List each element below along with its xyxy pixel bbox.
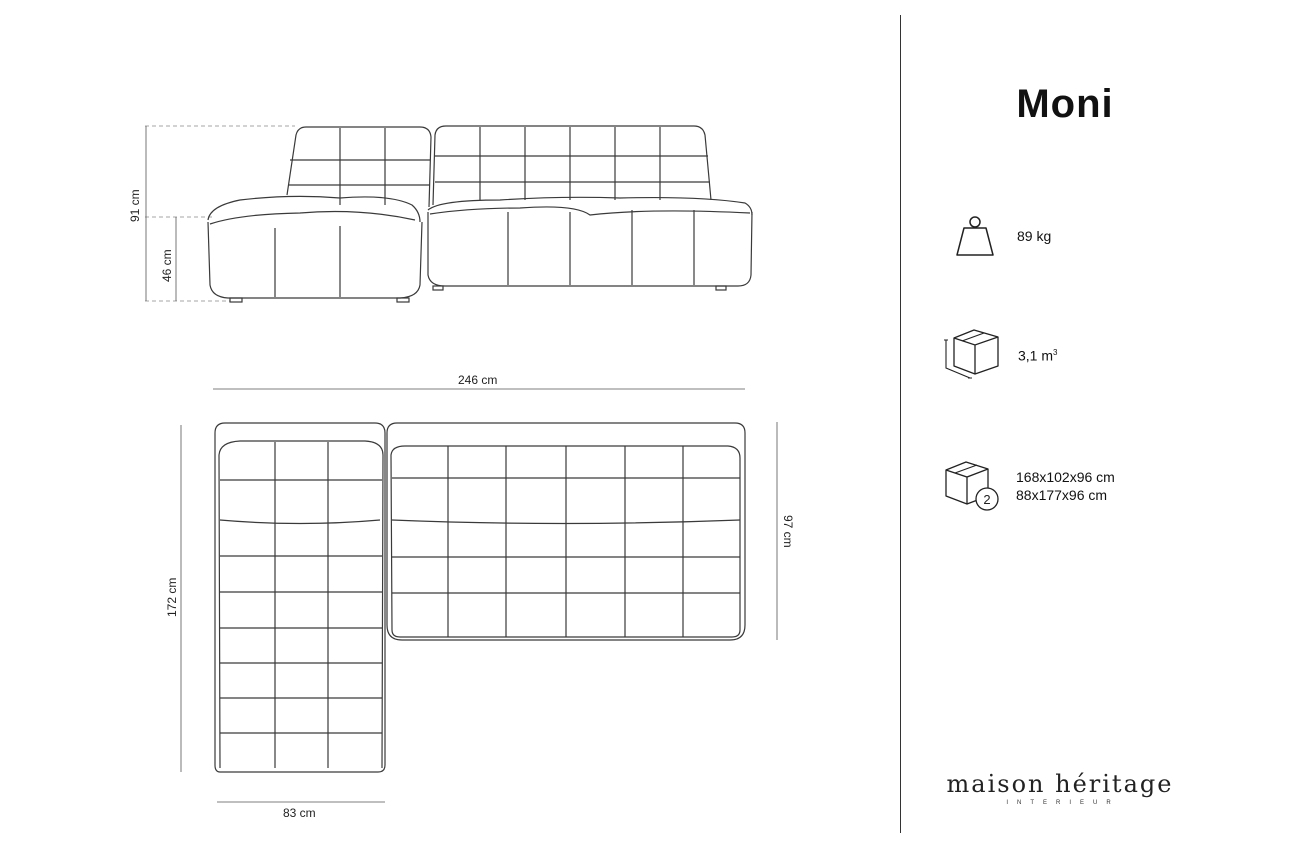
weight-icon	[952, 212, 998, 260]
package-line-1: 168x102x96 cm	[1016, 469, 1115, 485]
product-title: Moni	[1016, 82, 1114, 126]
brand-name: maison héritage	[946, 770, 1174, 798]
total-width-label: 246 cm	[458, 373, 498, 387]
brand-logo	[940, 770, 1180, 806]
chaise-width-label: 83 cm	[283, 806, 316, 820]
volume-value: 3,1 $m^3$	[1018, 347, 1058, 364]
package-count: 2	[983, 492, 991, 507]
box-volume-icon	[940, 326, 1002, 382]
panel-divider	[900, 15, 901, 833]
weight-value: 89 kg	[1017, 228, 1052, 244]
total-height-label: 91 cm	[128, 189, 142, 222]
packages-icon	[940, 458, 1002, 514]
brand-subtitle: INTERIEUR	[1006, 800, 1120, 806]
package-line-2: 88x177x96 cm	[1016, 487, 1108, 503]
top-view	[181, 389, 777, 802]
depth-label: 97 cm	[781, 515, 795, 548]
chaise-length-label: 172 cm	[165, 577, 179, 617]
seat-height-label: 46 cm	[160, 249, 174, 282]
front-view	[145, 126, 752, 302]
package-dimensions	[1016, 468, 1115, 504]
